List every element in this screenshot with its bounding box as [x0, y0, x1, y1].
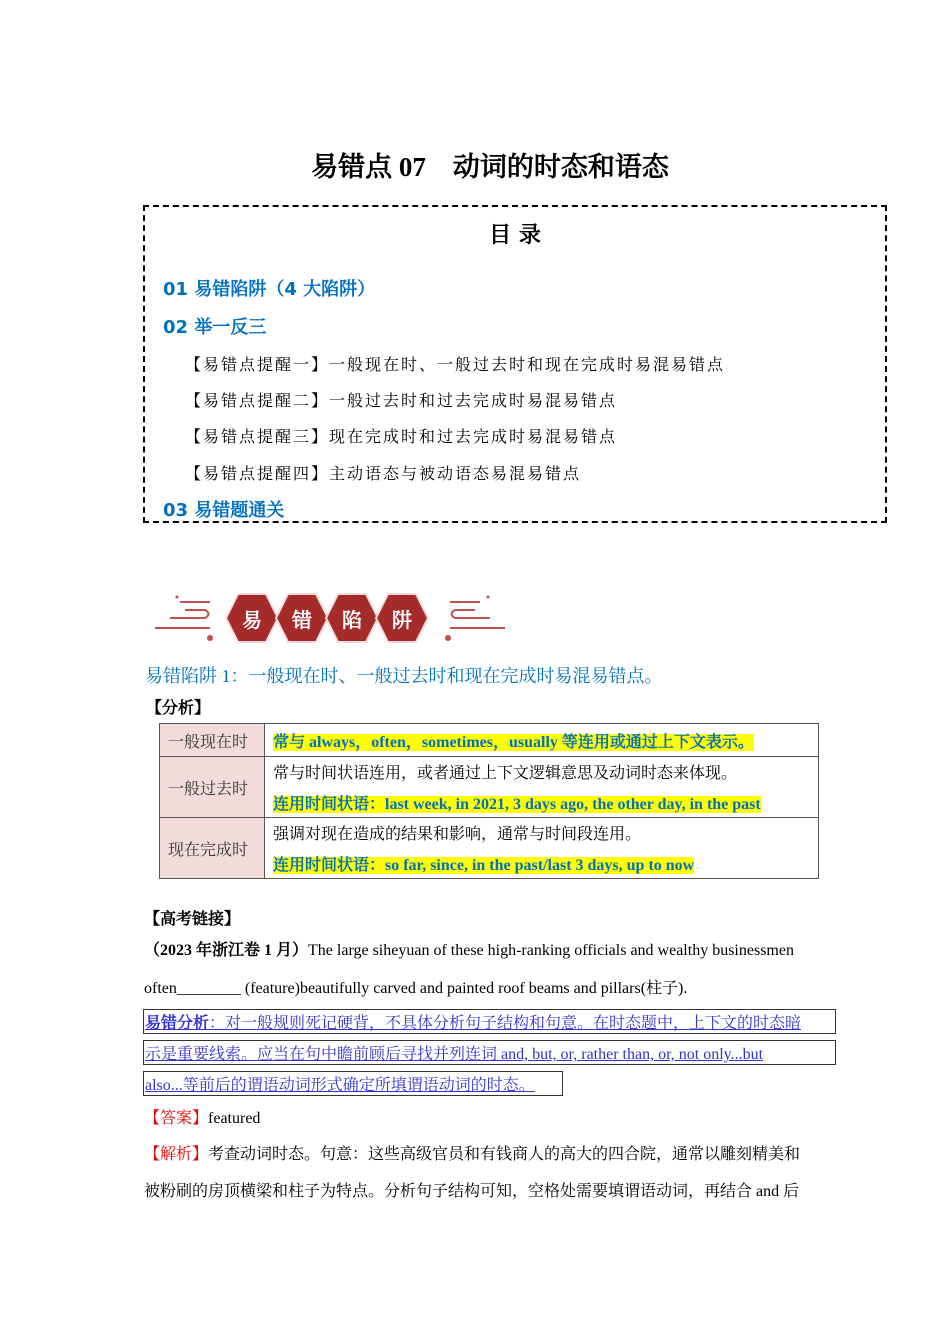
usage-highlight: 常与 always，often，sometimes，usually 等连用或通过上下文表示。	[273, 733, 754, 751]
question-text: The large siheyuan of these high-ranking officials and wealthy businessmen	[308, 942, 794, 959]
toc-heading: 目 录	[489, 223, 541, 248]
section-banner	[150, 588, 510, 653]
error-analysis-line: also...等前后的谓语动词形式确定所填谓语动词的时态。	[143, 1071, 563, 1096]
usage-highlight: 连用时间状语：last week, in 2021, 3 days ago, the other day, in the past	[273, 796, 761, 813]
banner-char: 阱	[392, 608, 412, 632]
analysis-label: 【分析】	[146, 700, 211, 717]
page-title: 易错点 07 动词的时态和语态	[311, 152, 669, 182]
tense-cell: 一般现在时	[160, 724, 265, 757]
answer-line	[144, 1105, 260, 1128]
toc-item[interactable]: 【易错点提醒二】一般过去时和过去完成时易混易错点	[185, 393, 618, 410]
usage-text: 常与时间状语连用，或者通过上下文逻辑意思及动词时态来体现。	[273, 765, 738, 782]
tense-cell: 一般过去时	[160, 757, 265, 818]
explanation-line-1	[144, 1141, 800, 1164]
question-line-1	[144, 937, 794, 960]
banner-char: 错	[292, 608, 312, 632]
table-row	[160, 757, 819, 818]
usage-highlight: 连用时间状语：so far, since, in the past/last 3 days, up to now	[273, 857, 695, 874]
banner-char: 易	[242, 608, 262, 632]
error-analysis-label: 易错分析	[145, 1015, 210, 1032]
answer-value: featured	[208, 1110, 261, 1127]
usage-cell	[265, 757, 819, 818]
tense-table	[159, 723, 819, 879]
banner-decoration-icon	[150, 588, 510, 648]
banner-char: 陷	[342, 608, 362, 632]
table-row	[160, 818, 819, 879]
usage-cell	[265, 724, 819, 757]
trap-heading: 易错陷阱 1：一般现在时、一般过去时和现在完成时易混易错点。	[145, 666, 663, 686]
answer-label: 【答案】	[144, 1110, 209, 1127]
error-analysis-text: ：对一般规则死记硬背，不具体分析句子结构和句意。在时态题中，上下文的时态暗	[209, 1015, 802, 1032]
error-analysis-line: 示是重要线索。应当在句中瞻前顾后寻找并列连词 and, but, or, rather than, or, not only...but	[143, 1040, 836, 1065]
usage-cell	[265, 818, 819, 879]
table-row	[160, 724, 819, 757]
toc-section-02[interactable]: 02 举一反三	[163, 317, 267, 338]
toc-item[interactable]: 【易错点提醒四】主动语态与被动语态易混易错点	[185, 466, 582, 483]
explanation-line-2: 被粉刷的房顶横梁和柱子为特点。分析句子结构可知，空格处需要填谓语动词，再结合 and 后	[144, 1183, 800, 1200]
toc-item[interactable]: 【易错点提醒一】一般现在时、一般过去时和现在完成时易混易错点	[185, 357, 726, 374]
tense-cell: 现在完成时	[160, 818, 265, 879]
explanation-text: 考查动词时态。句意：这些高级官员和有钱商人的高大的四合院，通常以雕刻精美和	[208, 1146, 801, 1163]
question-line-2: often________ (feature)beautifully carved and painted roof beams and pillars(柱子).	[144, 980, 688, 997]
toc-item[interactable]: 【易错点提醒三】现在完成时和过去完成时易混易错点	[185, 429, 618, 446]
question-source: （2023 年浙江卷 1 月）	[144, 942, 309, 959]
toc-section-03[interactable]: 03 易错题通关	[163, 500, 285, 521]
explanation-label: 【解析】	[144, 1146, 209, 1163]
error-analysis-line	[143, 1009, 836, 1034]
exam-link-label: 【高考链接】	[144, 911, 241, 928]
toc-section-01[interactable]: 01 易错陷阱（4 大陷阱）	[163, 279, 376, 300]
usage-text: 强调对现在造成的结果和影响，通常与时间段连用。	[273, 826, 642, 843]
